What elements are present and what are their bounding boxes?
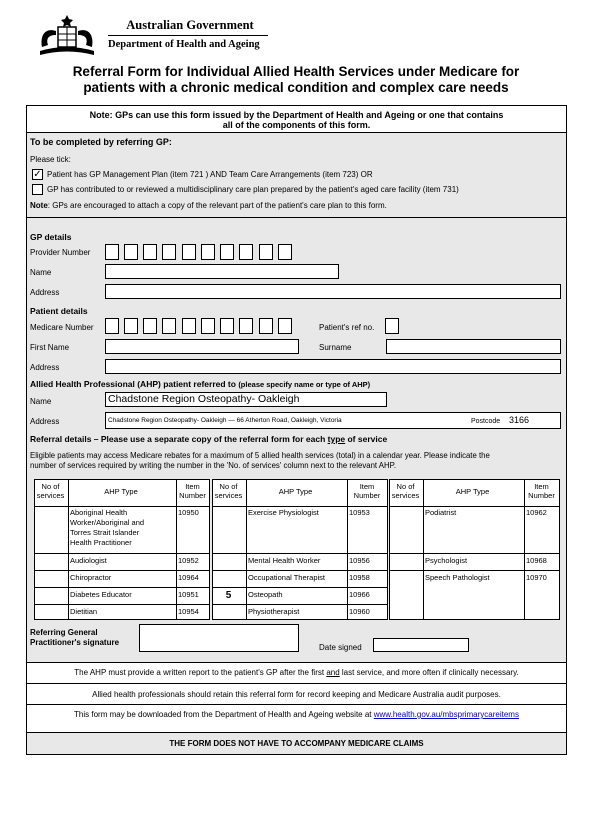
ahp-type-cell: Mental Health Worker: [248, 556, 321, 565]
patient-address-field[interactable]: [105, 359, 561, 374]
ahp-type-cell: Exercise Physiologist: [248, 508, 319, 517]
ahp-heading: Allied Health Professional (AHP) patient referred to (please specify name or type of AHP): [30, 379, 371, 389]
gp-heading: GP details: [30, 232, 72, 242]
gov-name: Australian Government: [126, 18, 254, 32]
option1-checkbox[interactable]: ✓: [33, 169, 42, 180]
referral-heading: Referral details – Please use a separate copy of the referral form for each type of service: [30, 434, 388, 444]
provider-number-label: Provider Number: [30, 248, 91, 257]
first-name-label: First Name: [30, 343, 70, 352]
care-plan-note: Note: GPs are encouraged to attach a copy of the relevant part of the patient's care plan to this form.: [30, 201, 387, 210]
medicare-number-label: Medicare Number: [30, 323, 94, 332]
referral-form: [26, 105, 567, 755]
ahp-type-header: AHP Type: [455, 487, 490, 496]
item-number-cell: 10962: [526, 508, 547, 517]
item-number-cell: 10956: [349, 556, 370, 565]
item-number-cell: 10966: [349, 590, 370, 599]
coat-of-arms-icon: [34, 13, 100, 59]
option2-label: GP has contributed to or reviewed a multidisciplinary care plan prepared by the patient's aged care facility (item 731): [47, 185, 459, 194]
referring-heading: To be completed by referring GP:: [30, 137, 172, 147]
form-title: Referral Form for Individual Allied Health Services under Medicare for patients with a chronic medical condition and complex care needs: [72, 64, 520, 95]
ahp-address-field[interactable]: Chadstone Region Osteopathy- Oakleigh — 66 Atherton Road, Oakleigh, Victoria Postcode 3166: [105, 412, 561, 429]
ahp-name-label: Name: [30, 397, 52, 406]
ahp-type-cell: Diabetes Educator: [70, 590, 132, 599]
ahp-table-3: [389, 479, 560, 620]
option2-checkbox[interactable]: [32, 184, 43, 195]
gp-address-label: Address: [30, 288, 60, 297]
item-number-cell: 10953: [349, 508, 370, 517]
item-number-header: Item Number: [528, 482, 555, 500]
option1-label: Patient has GP Management Plan (item 721 ) AND Team Care Arrangements (item 723) OR: [47, 170, 373, 179]
header-divider: [108, 35, 268, 36]
surname-label: Surname: [319, 343, 352, 352]
ahp-type-cell: Physiotherapist: [248, 607, 300, 616]
ahp-type-cell: Occupational Therapist: [248, 573, 325, 582]
ahp-type-header: AHP Type: [104, 487, 138, 496]
item-number-cell: 10951: [178, 590, 199, 599]
dept-name: Department of Health and Ageing: [108, 39, 260, 50]
item-number-cell: 10958: [349, 573, 370, 582]
item-number-header: Item Number: [353, 482, 381, 500]
patient-ref-box[interactable]: [385, 318, 399, 334]
ahp-name-field[interactable]: Chadstone Region Osteopathy- Oakleigh: [105, 392, 387, 407]
item-number-header: Item Number: [179, 482, 206, 500]
ahp-type-cell: Chiropractor: [70, 573, 112, 582]
no-services-cell[interactable]: 5: [225, 590, 232, 601]
footer-claims-note: THE FORM DOES NOT HAVE TO ACCOMPANY MEDICARE CLAIMS: [169, 739, 424, 748]
footer-download-note: This form may be downloaded from the Department of Health and Ageing website at www.health.gov.au/mbsprimarycareitems: [74, 710, 519, 719]
item-number-cell: 10970: [526, 573, 547, 582]
no-services-header: No of services: [214, 482, 243, 500]
ahp-type-cell: Speech Pathologist: [425, 573, 490, 582]
gp-address-field[interactable]: [105, 284, 561, 299]
form-note: Note: GPs can use this form issued by the Department of Health and Ageing or one that contains all of the components of this form.: [89, 110, 504, 130]
signature-label: Referring General Practitioner's signature: [30, 628, 120, 647]
patient-ref-label: Patient's ref no.: [319, 323, 375, 332]
item-number-cell: 10952: [178, 556, 199, 565]
ahp-type-cell: Dietitian: [70, 607, 98, 616]
ahp-type-cell: Psychologist: [425, 556, 468, 565]
referral-paragraph: Eligible patients may access Medicare rebates for a maximum of 5 allied health services (total) in a calendar year. Please indicate the number of services required by writing the number in the 'No. of services' column next to the relevant AHP.: [30, 451, 490, 470]
date-signed-label: Date signed: [319, 643, 362, 652]
footer-retain-note: Allied health professionals should retain this referral form for record keeping and Medicare Australia audit purposes.: [92, 690, 501, 699]
patient-address-label: Address: [30, 363, 60, 372]
item-number-cell: 10968: [526, 556, 547, 565]
patient-heading: Patient details: [30, 306, 88, 316]
ahp-type-cell: Audiologist: [70, 556, 107, 565]
item-number-cell: 10954: [178, 607, 199, 616]
please-tick-label: Please tick:: [30, 155, 71, 164]
no-services-header: No of services: [391, 482, 420, 500]
gp-name-label: Name: [30, 268, 52, 277]
date-signed-field[interactable]: [373, 638, 469, 652]
first-name-field[interactable]: [105, 339, 299, 354]
item-number-cell: 10964: [178, 573, 199, 582]
item-number-cell: 10950: [178, 508, 199, 517]
footer-report-note: The AHP must provide a written report to the patient's GP after the first and last service, and more often if clinically necessary.: [74, 668, 519, 677]
signature-field[interactable]: [139, 624, 299, 652]
surname-field[interactable]: [386, 339, 561, 354]
ahp-type-cell: Osteopath: [248, 590, 283, 599]
ahp-address-label: Address: [30, 417, 60, 426]
item-number-cell: 10960: [349, 607, 370, 616]
ahp-type-cell: Podiatrist: [425, 508, 457, 517]
ahp-type-header: AHP Type: [278, 487, 313, 496]
no-services-header: No of services: [36, 482, 65, 500]
download-link[interactable]: www.health.gov.au/mbsprimarycareitems: [373, 710, 519, 719]
ahp-type-cell: Aboriginal Health Worker/Aboriginal and Torres Strait Islander Health Practitioner: [70, 508, 145, 547]
gp-name-field[interactable]: [105, 264, 339, 279]
